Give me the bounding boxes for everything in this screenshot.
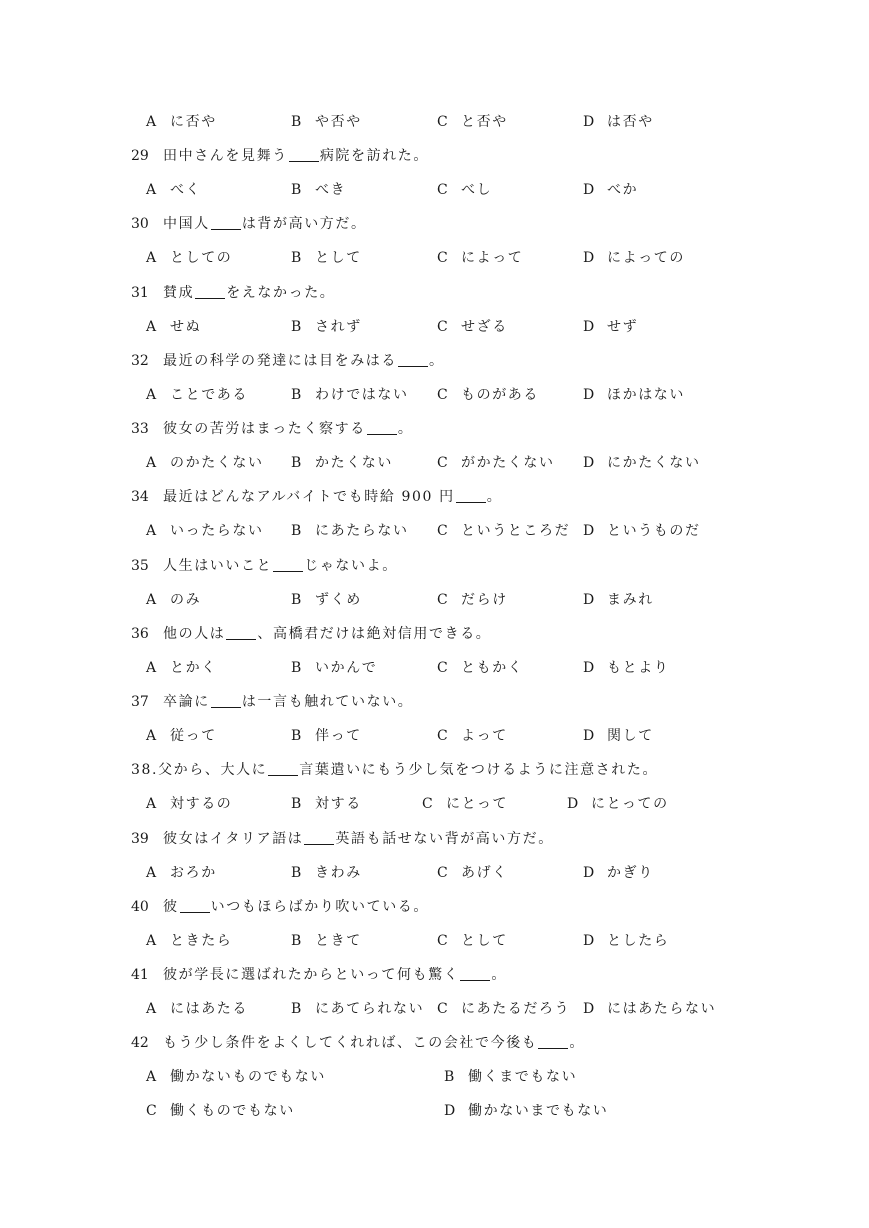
option-d: D にかたくない [583,455,701,471]
answer-blank [268,761,298,776]
option-c: C ともかく [437,660,524,676]
option-a: A に否や [146,114,217,130]
answer-blank [538,1034,568,1049]
option-c: C にとって [422,796,509,812]
answer-blank [456,488,486,503]
option-b: B べき [291,182,347,198]
option-b: B 対する [291,796,362,812]
option-b: B されず [291,319,362,335]
answer-blank [460,966,490,981]
option-a: A ことである [146,387,248,403]
option-d: D 関して [583,728,654,744]
option-a: A せぬ [146,319,202,335]
option-a: A おろか [146,865,217,881]
option-a: A 働かないものでもない [146,1069,326,1085]
question-36: 36 他の人は 、高橋君だけは絶対信用できる。 [131,626,492,642]
question-40: 40 彼 いつもほらばかり吹いている。 [131,899,430,915]
answer-blank [226,625,256,640]
option-d: D かぎり [583,865,654,881]
question-37: 37 卒論に は一言も触れていない。 [131,694,414,710]
question-41: 41 彼が学長に選ばれたからといって何も驚く 。 [131,967,508,983]
question-33: 33 彼女の苦労はまったく察する 。 [131,421,414,437]
option-c: C ものがある [437,387,539,403]
option-d: D によっての [583,250,685,266]
option-d: D もとより [583,660,670,676]
option-b: B いかんで [291,660,378,676]
option-a: A とかく [146,660,217,676]
answer-blank [367,420,397,435]
option-b: B きわみ [291,865,362,881]
question-32: 32 最近の科学の発達には目をみはる 。 [131,353,445,369]
option-c: C と否や [437,114,508,130]
option-b: B ずくめ [291,592,362,608]
option-c: C せざる [437,319,508,335]
question-39: 39 彼女はイタリア語は 英語も話せない背が高い方だ。 [131,831,554,847]
question-42: 42 もう少し条件をよくしてくれれば、この会社で今後も 。 [131,1035,586,1051]
option-d: D せず [583,319,639,335]
option-c: C がかたくない [437,455,555,471]
option-d: D まみれ [583,592,654,608]
option-c: C によって [437,250,524,266]
option-a: A ときたら [146,933,233,949]
option-c: C というところだ [437,523,571,539]
option-c: C よって [437,728,508,744]
option-d: D 働かないまでもない [444,1103,609,1119]
question-31: 31 賛成 をえなかった。 [131,285,336,301]
option-a: A のみ [146,592,202,608]
option-d: D は否や [583,114,654,130]
question-34: 34 最近はどんなアルバイトでも時給 900 円 。 [131,489,503,505]
option-a: A のかたくない [146,455,264,471]
option-a: A にはあたる [146,1001,248,1017]
option-d: D にとっての [567,796,669,812]
option-d: D べか [583,182,639,198]
option-a: A としての [146,250,233,266]
option-b: B にあたらない [291,523,409,539]
question-35: 35 人生はいいこと じゃないよ。 [131,558,398,574]
answer-blank [273,557,303,572]
option-a: A 従って [146,728,217,744]
answer-blank [195,284,225,299]
answer-blank [211,215,241,230]
option-c: C だらけ [437,592,508,608]
option-d: D にはあたらない [583,1001,717,1017]
option-a: A いったらない [146,523,264,539]
question-29: 29 田中さんを見舞う 病院を訪れた。 [131,148,430,164]
option-c: C として [437,933,508,949]
question-30: 30 中国人 は背が高い方だ。 [131,216,367,232]
option-c: C べし [437,182,493,198]
answer-blank [398,352,428,367]
question-38: 38.父から、大人に 言葉遣いにもう少し気をつけるように注意された。 [131,762,659,778]
option-b: B わけではない [291,387,409,403]
option-b: B にあてられない [291,1001,425,1017]
option-b: B ときて [291,933,362,949]
option-c: C あげく [437,865,508,881]
option-b: B として [291,250,362,266]
option-d: D としたら [583,933,670,949]
option-b: B かたくない [291,455,393,471]
option-b: B や否や [291,114,362,130]
answer-blank [304,830,334,845]
option-d: D ほかはない [583,387,685,403]
option-b: B 働くまでもない [444,1069,578,1085]
option-c: C にあたるだろう [437,1001,571,1017]
option-a: A 対するの [146,796,233,812]
option-c: C 働くものでもない [146,1103,295,1119]
option-a: A べく [146,182,202,198]
answer-blank [211,693,241,708]
option-d: D というものだ [583,523,701,539]
answer-blank [180,898,210,913]
option-b: B 伴って [291,728,362,744]
answer-blank [289,147,319,162]
